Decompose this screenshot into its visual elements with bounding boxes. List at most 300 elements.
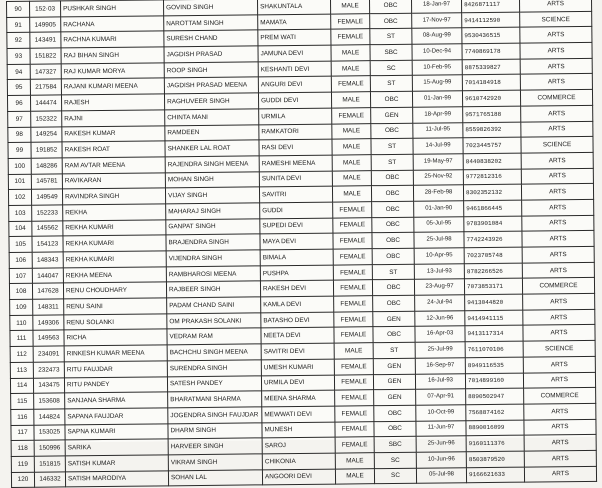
mother-name-cell: MEENA SHARMA xyxy=(262,390,335,406)
mobile-number-cell: 8302352132 xyxy=(463,184,521,200)
student-name-cell: RAJNI xyxy=(62,110,165,127)
category-cell: OBC xyxy=(373,327,415,343)
registration-id-cell: 147628 xyxy=(32,283,63,299)
registration-id-cell: 232473 xyxy=(33,362,64,378)
date-of-birth-cell: 10-Jun-96 xyxy=(416,452,466,468)
registration-id-cell: 149254 xyxy=(31,126,62,142)
category-cell: OBC xyxy=(369,0,411,13)
father-name-cell: JOGENDRA SINGH FAUJDAR xyxy=(168,407,262,424)
mobile-number-cell: 9530436515 xyxy=(462,27,520,43)
category-cell: OBC xyxy=(371,170,413,186)
registration-id-cell: 149306 xyxy=(33,315,64,331)
student-name-cell: RENU CHOUDHARY xyxy=(63,282,166,299)
mobile-number-cell: 8875339827 xyxy=(462,59,520,75)
student-name-cell: RITU PANDEY xyxy=(64,376,167,393)
mother-name-cell: PUSHPA xyxy=(260,265,333,281)
date-of-birth-cell: 05-Jul-95 xyxy=(414,216,464,232)
stream-cell: ARTS xyxy=(522,215,594,231)
registration-id-cell: 145781 xyxy=(31,173,62,189)
gender-cell: MALE xyxy=(332,170,371,186)
student-name-cell: PUSHKAR SINGH xyxy=(61,0,164,17)
gender-cell: FEMALE xyxy=(334,311,373,327)
gender-cell: MALE xyxy=(335,453,374,469)
category-cell: GEN xyxy=(371,107,413,123)
mother-name-cell: MUNESH xyxy=(262,422,335,438)
registration-id-cell: 145562 xyxy=(32,221,63,237)
mother-name-cell: SAVITRI DEVI xyxy=(261,343,334,359)
mobile-number-cell: 9772812316 xyxy=(463,169,521,185)
father-name-cell: RAGHUVEER SINGH xyxy=(164,93,258,110)
date-of-birth-cell: 25-Jun-96 xyxy=(416,436,466,452)
serial-number-cell: 102 xyxy=(8,189,31,205)
father-name-cell: VIKRAM SINGH xyxy=(168,454,262,471)
serial-number-cell: 94 xyxy=(7,64,30,80)
mother-name-cell: RAKESH DEVI xyxy=(260,280,333,296)
student-name-cell: REKHA KUMARI xyxy=(63,235,166,252)
registration-id-cell: 144474 xyxy=(30,95,61,111)
date-of-birth-cell: 14-Jul-99 xyxy=(413,138,463,154)
document-page xyxy=(6,0,596,484)
date-of-birth-cell: 24-Jul-94 xyxy=(415,295,465,311)
student-name-cell: RAKESH KUMAR xyxy=(62,125,165,142)
registration-id-cell: 217584 xyxy=(30,79,61,95)
date-of-birth-cell: 10-Apr-95 xyxy=(414,248,464,264)
date-of-birth-cell: 10-Oct-99 xyxy=(416,405,466,421)
category-cell: ST xyxy=(373,342,415,358)
father-name-cell: VIJENDRA SINGH xyxy=(166,250,260,267)
date-of-birth-cell: 10-Feb-95 xyxy=(412,59,462,75)
father-name-cell: BRAJENDRA SINGH xyxy=(166,234,260,251)
student-name-cell: RAJ BIHAN SINGH xyxy=(61,47,164,64)
mobile-number-cell: 7073853171 xyxy=(464,278,522,294)
date-of-birth-cell: 25-Nov-92 xyxy=(413,169,463,185)
mobile-number-cell: 9610742920 xyxy=(462,90,520,106)
student-name-cell: RENU SOLANKI xyxy=(64,314,167,331)
mother-name-cell: GUDDI DEVI xyxy=(258,92,331,108)
serial-number-cell: 101 xyxy=(8,174,31,190)
mother-name-cell: KAMLA DEVI xyxy=(261,296,334,312)
date-of-birth-cell: 16-Jul-93 xyxy=(415,373,465,389)
father-name-cell: BACHCHU SINGH MEENA xyxy=(167,344,261,361)
registration-id-cell: 152322 xyxy=(31,111,62,127)
category-cell: SC xyxy=(374,452,416,468)
date-of-birth-cell: 05-Jul-98 xyxy=(416,467,466,483)
mother-name-cell: MAMATA xyxy=(258,14,331,30)
stream-cell: ARTS xyxy=(524,450,596,466)
mobile-number-cell: 7014184918 xyxy=(462,75,520,91)
gender-cell: FEMALE xyxy=(333,217,372,233)
date-of-birth-cell: 12-Jun-96 xyxy=(415,310,465,326)
gender-cell: FEMALE xyxy=(335,437,374,453)
serial-number-cell: 108 xyxy=(9,284,32,300)
mobile-number-cell: 9783901084 xyxy=(464,216,522,232)
registration-id-cell: 143475 xyxy=(33,377,64,393)
stream-cell: ARTS xyxy=(522,231,594,247)
gender-cell: MALE xyxy=(334,343,373,359)
stream-cell: ARTS xyxy=(522,246,594,262)
registration-id-cell: 148343 xyxy=(32,252,63,268)
mother-name-cell: BATASHO DEVI xyxy=(261,312,334,328)
gender-cell: FEMALE xyxy=(335,390,374,406)
category-cell: GEN xyxy=(373,358,415,374)
registration-id-cell: 152·03 xyxy=(30,1,61,17)
mobile-number-cell: 8559826392 xyxy=(463,122,521,138)
mother-name-cell: SUPEDI DEVI xyxy=(260,218,333,234)
registration-id-cell: 153608 xyxy=(34,393,65,409)
stream-cell: ARTS xyxy=(524,466,596,482)
father-name-cell: MOHAN SINGH xyxy=(165,171,259,188)
date-of-birth-cell: 13-Jul-93 xyxy=(414,263,464,279)
table-body xyxy=(7,0,597,488)
serial-number-cell: 91 xyxy=(7,17,30,33)
serial-number-cell: 110 xyxy=(10,315,33,331)
stream-cell: COMMERCE xyxy=(524,388,596,404)
stream-cell: ARTS xyxy=(520,27,592,43)
date-of-birth-cell: 07-Apr-91 xyxy=(416,389,466,405)
category-cell: OBC xyxy=(372,248,414,264)
gender-cell: FEMALE xyxy=(333,202,372,218)
father-name-cell: NAROTTAM SINGH xyxy=(164,15,258,32)
registration-id-cell: 154123 xyxy=(32,236,63,252)
date-of-birth-cell: 11-Jun-97 xyxy=(416,420,466,436)
mother-name-cell: MEWWATI DEVI xyxy=(262,406,335,422)
category-cell: GEN xyxy=(373,374,415,390)
student-name-cell: SARIKA xyxy=(65,439,168,456)
stream-cell: ARTS xyxy=(524,419,596,435)
serial-number-cell: 100 xyxy=(8,158,31,174)
gender-cell: FEMALE xyxy=(335,406,374,422)
category-cell: OBC xyxy=(372,217,414,233)
date-of-birth-cell: 25-Jul-99 xyxy=(415,342,465,358)
student-name-cell: RACHNA KUMARI xyxy=(61,31,164,48)
student-name-cell: RAKESH ROAT xyxy=(62,141,165,158)
mother-name-cell: ANGURI DEVI xyxy=(258,77,331,93)
mother-name-cell: RAMKATORI xyxy=(259,124,332,140)
category-cell: ST xyxy=(370,76,412,92)
student-name-cell: REKHA xyxy=(63,204,166,221)
mobile-number-cell: 8890502947 xyxy=(466,388,524,404)
registration-id-cell: 146332 xyxy=(34,472,65,488)
father-name-cell: PADAM CHAND SAINI xyxy=(167,297,261,314)
date-of-birth-cell: 15-Aug-99 xyxy=(412,75,462,91)
father-name-cell: OM PRAKASH SOLANKI xyxy=(167,313,261,330)
mother-name-cell: UMESH KUMARI xyxy=(261,359,334,375)
mobile-number-cell: 8426871117 xyxy=(461,0,519,12)
mobile-number-cell: 7742243926 xyxy=(464,231,522,247)
student-name-cell: REKHA KUMARI xyxy=(63,219,166,236)
gender-cell: MALE xyxy=(331,92,370,108)
stream-cell: ARTS xyxy=(523,309,595,325)
registration-id-cell: 148286 xyxy=(31,158,62,174)
registration-id-cell: 151815 xyxy=(34,456,65,472)
stream-cell: ARTS xyxy=(523,325,595,341)
registration-id-cell: 153025 xyxy=(34,424,65,440)
serial-number-cell: 119 xyxy=(11,456,34,472)
gender-cell: FEMALE xyxy=(333,249,372,265)
mother-name-cell: SAROJ xyxy=(262,437,335,453)
serial-number-cell: 96 xyxy=(7,95,30,111)
stream-cell: SCIENCE xyxy=(521,137,593,153)
mother-name-cell: SUNITA DEVI xyxy=(259,171,332,187)
category-cell: OBC xyxy=(371,123,413,139)
gender-cell: FEMALE xyxy=(332,107,371,123)
father-name-cell: RAMDEEN xyxy=(165,124,259,141)
registration-id-cell: 149563 xyxy=(33,330,64,346)
stream-cell: ARTS xyxy=(524,435,596,451)
gender-cell: MALE xyxy=(330,0,369,14)
stream-cell: ARTS xyxy=(523,293,595,309)
mobile-number-cell: 8503879520 xyxy=(466,451,524,467)
student-name-cell: RACHANA xyxy=(61,16,164,33)
gender-cell: FEMALE xyxy=(331,13,370,29)
father-name-cell: VEDRAM RAM xyxy=(167,328,261,345)
mother-name-cell: BIMALA xyxy=(260,249,333,265)
student-name-cell: SANJANA SHARMA xyxy=(65,392,168,409)
serial-number-cell: 114 xyxy=(10,378,33,394)
gender-cell: MALE xyxy=(331,45,370,61)
mobile-number-cell: 8782266526 xyxy=(464,263,522,279)
registration-id-cell: 149905 xyxy=(30,17,61,33)
student-name-cell: RENU SAINI xyxy=(64,298,167,315)
gender-cell: MALE xyxy=(335,468,374,484)
gender-cell: FEMALE xyxy=(333,264,372,280)
gender-cell: FEMALE xyxy=(334,358,373,374)
category-cell: SC xyxy=(370,60,412,76)
stream-cell: SCIENCE xyxy=(523,340,595,356)
mobile-number-cell: 9166621633 xyxy=(466,467,524,483)
mother-name-cell: URMILA xyxy=(259,108,332,124)
registration-id-cell: 144047 xyxy=(32,268,63,284)
stream-cell: SCIENCE xyxy=(520,11,592,27)
father-name-cell: JAGDISH PRASAD MEENA xyxy=(164,77,258,94)
mobile-number-cell: 7568874162 xyxy=(466,404,524,420)
registration-id-cell: 150996 xyxy=(34,440,65,456)
gender-cell: MALE xyxy=(332,186,371,202)
mother-name-cell: SAVITRI xyxy=(259,186,332,202)
gender-cell: FEMALE xyxy=(334,327,373,343)
stream-cell: ARTS xyxy=(521,105,593,121)
mobile-number-cell: 9414112590 xyxy=(462,12,520,28)
mother-name-cell: PREM WATI xyxy=(258,29,331,45)
category-cell: SBC xyxy=(374,436,416,452)
category-cell: OBC xyxy=(374,405,416,421)
student-name-cell: SATISH MARODIYA xyxy=(65,470,168,487)
mother-name-cell: ANGOORI DEVI xyxy=(262,469,335,485)
serial-number-cell: 93 xyxy=(7,48,30,64)
mobile-number-cell: 7014899160 xyxy=(465,373,523,389)
serial-number-cell: 103 xyxy=(9,205,32,221)
mobile-number-cell: 9413044820 xyxy=(465,294,523,310)
category-cell: OBC xyxy=(371,185,413,201)
date-of-birth-cell: 08-Aug-99 xyxy=(412,28,462,44)
gender-cell: FEMALE xyxy=(335,421,374,437)
mobile-number-cell: 9413117314 xyxy=(465,326,523,342)
father-name-cell: BHARATMANI SHARMA xyxy=(168,391,262,408)
mobile-number-cell: 7740869178 xyxy=(462,43,520,59)
registration-id-cell: 147327 xyxy=(30,64,61,80)
student-name-cell: RAVIKARAN xyxy=(62,172,165,189)
date-of-birth-cell: 18-Jan-97 xyxy=(411,0,461,13)
serial-number-cell: 104 xyxy=(9,221,32,237)
registration-id-cell: 143491 xyxy=(30,32,61,48)
stream-cell: ARTS xyxy=(524,403,596,419)
mobile-number-cell: 9571765188 xyxy=(463,106,521,122)
student-list-table xyxy=(6,0,597,488)
mother-name-cell: NEETA DEVI xyxy=(261,328,334,344)
serial-number-cell: 112 xyxy=(10,346,33,362)
date-of-birth-cell: 16-Sep-97 xyxy=(415,358,465,374)
category-cell: ST xyxy=(371,138,413,154)
date-of-birth-cell: 25-Jul-98 xyxy=(414,232,464,248)
gender-cell: MALE xyxy=(332,155,371,171)
date-of-birth-cell: 18-Apr-99 xyxy=(413,107,463,123)
date-of-birth-cell: 23-Aug-97 xyxy=(414,279,464,295)
gender-cell: MALE xyxy=(331,60,370,76)
category-cell: ST xyxy=(372,264,414,280)
serial-number-cell: 115 xyxy=(11,393,34,409)
date-of-birth-cell: 01-Jan-99 xyxy=(412,91,462,107)
serial-number-cell: 111 xyxy=(10,331,33,347)
father-name-cell: GANPAT SINGH xyxy=(166,218,260,235)
serial-number-cell: 92 xyxy=(7,33,30,49)
category-cell: OBC xyxy=(374,421,416,437)
father-name-cell: MAHARAJ SINGH xyxy=(166,203,260,220)
category-cell: OBC xyxy=(373,295,415,311)
father-name-cell: RAJBEER SINGH xyxy=(166,281,260,298)
date-of-birth-cell: 19-May-97 xyxy=(413,154,463,170)
serial-number-cell: 109 xyxy=(10,299,33,315)
category-cell: ST xyxy=(371,154,413,170)
stream-cell: ARTS xyxy=(522,199,594,215)
date-of-birth-cell: 17-Nov-97 xyxy=(412,12,462,28)
registration-id-cell: 149549 xyxy=(31,189,62,205)
mother-name-cell: GUDDI xyxy=(260,202,333,218)
father-name-cell: SOHAN LAL xyxy=(168,469,262,486)
father-name-cell: RAMBHAROSI MEENA xyxy=(166,266,260,283)
mobile-number-cell: 8440838202 xyxy=(463,153,521,169)
gender-cell: MALE xyxy=(332,139,371,155)
mobile-number-cell: 7023445757 xyxy=(463,137,521,153)
date-of-birth-cell: 10-Dec-94 xyxy=(412,44,462,60)
stream-cell: COMMERCE xyxy=(520,89,592,105)
category-cell: OBC xyxy=(372,233,414,249)
mother-name-cell: MAYA DEVI xyxy=(260,233,333,249)
serial-number-cell: 113 xyxy=(10,362,33,378)
gender-cell: MALE xyxy=(332,123,371,139)
father-name-cell: SHANKER LAL ROAT xyxy=(165,140,259,157)
category-cell: ST xyxy=(370,29,412,45)
stream-cell: COMMERCE xyxy=(522,278,594,294)
student-name-cell: RAM AVTAR MEENA xyxy=(62,157,165,174)
date-of-birth-cell: 01-Jan-90 xyxy=(414,201,464,217)
category-cell: OBC xyxy=(372,280,414,296)
date-of-birth-cell: 11-Jul-95 xyxy=(413,122,463,138)
serial-number-cell: 118 xyxy=(11,440,34,456)
mobile-number-cell: 9414941115 xyxy=(465,310,523,326)
father-name-cell: VIJAY SINGH xyxy=(165,187,259,204)
gender-cell: FEMALE xyxy=(334,296,373,312)
student-name-cell: RICHA xyxy=(64,329,167,346)
stream-cell: ARTS xyxy=(520,74,592,90)
student-name-cell: SATISH KUMAR xyxy=(65,455,168,472)
gender-cell: FEMALE xyxy=(331,29,370,45)
student-name-cell: RAJESH xyxy=(61,94,164,111)
father-name-cell: HARVEER SINGH xyxy=(168,438,262,455)
serial-number-cell: 116 xyxy=(11,409,34,425)
category-cell: OBC xyxy=(370,91,412,107)
mobile-number-cell: 8890016099 xyxy=(466,420,524,436)
student-name-cell: SAPANA FAUJDAR xyxy=(65,408,168,425)
registration-id-cell: 148311 xyxy=(33,299,64,315)
category-cell: OBC xyxy=(372,201,414,217)
mother-name-cell: JAMUNA DEVI xyxy=(258,45,331,61)
stream-cell: ARTS xyxy=(521,168,593,184)
serial-number-cell: 120 xyxy=(11,472,34,488)
father-name-cell: RAJENDRA SINGH MEENA xyxy=(165,156,259,173)
mobile-number-cell: 7023705748 xyxy=(464,247,522,263)
stream-cell: ARTS xyxy=(520,58,592,74)
stream-cell: ARTS xyxy=(523,356,595,372)
category-cell: GEN xyxy=(374,389,416,405)
father-name-cell: CHINTA MANI xyxy=(165,109,259,126)
father-name-cell: SURENDRA SINGH xyxy=(167,360,261,377)
father-name-cell: DHARM SINGH xyxy=(168,422,262,439)
date-of-birth-cell: 16-Apr-03 xyxy=(415,326,465,342)
stream-cell: ARTS xyxy=(520,42,592,58)
stream-cell: ARTS xyxy=(521,152,593,168)
mother-name-cell: CHIKONIA xyxy=(262,453,335,469)
student-name-cell: RAJ KUMAR MORYA xyxy=(61,63,164,80)
mother-name-cell: URMILA DEVI xyxy=(261,375,334,391)
stream-cell: ARTS xyxy=(519,0,591,12)
student-name-cell: RITU FAUJDAR xyxy=(64,361,167,378)
student-name-cell: RINKESH KUMAR MEENA xyxy=(64,345,167,362)
student-name-cell: RAVINDRA SINGH xyxy=(62,188,165,205)
category-cell: SBC xyxy=(370,44,412,60)
date-of-birth-cell: 28-Feb-98 xyxy=(413,185,463,201)
father-name-cell: SATESH PANDEY xyxy=(167,375,261,392)
serial-number-cell: 90 xyxy=(7,1,30,17)
father-name-cell: SURESH CHAND xyxy=(164,30,258,47)
stream-cell: ARTS xyxy=(522,262,594,278)
serial-number-cell: 97 xyxy=(8,111,31,127)
student-name-cell: REKHA MEENA xyxy=(63,267,166,284)
registration-id-cell: 234091 xyxy=(33,346,64,362)
category-cell: SC xyxy=(374,468,416,484)
registration-id-cell: 151822 xyxy=(30,48,61,64)
stream-cell: ARTS xyxy=(521,121,593,137)
registration-id-cell: 152233 xyxy=(32,205,63,221)
mobile-number-cell: 8949116535 xyxy=(465,357,523,373)
serial-number-cell: 117 xyxy=(11,425,34,441)
student-name-cell: SAPNA KUMARI xyxy=(65,423,168,440)
serial-number-cell: 95 xyxy=(7,80,30,96)
category-cell: OBC xyxy=(370,13,412,29)
mother-name-cell: RAMESHI MEENA xyxy=(259,155,332,171)
mother-name-cell: RASI DEVI xyxy=(259,139,332,155)
stream-cell: ARTS xyxy=(523,372,595,388)
father-name-cell: GOVIND SINGH xyxy=(163,0,257,16)
serial-number-cell: 107 xyxy=(9,268,32,284)
mobile-number-cell: 9160111376 xyxy=(466,435,524,451)
stream-cell: ARTS xyxy=(521,184,593,200)
serial-number-cell: 98 xyxy=(8,127,31,143)
serial-number-cell: 99 xyxy=(8,142,31,158)
father-name-cell: ROOP SINGH xyxy=(164,62,258,79)
registration-id-cell: 144824 xyxy=(34,409,65,425)
gender-cell: FEMALE xyxy=(333,280,372,296)
gender-cell: FEMALE xyxy=(334,374,373,390)
